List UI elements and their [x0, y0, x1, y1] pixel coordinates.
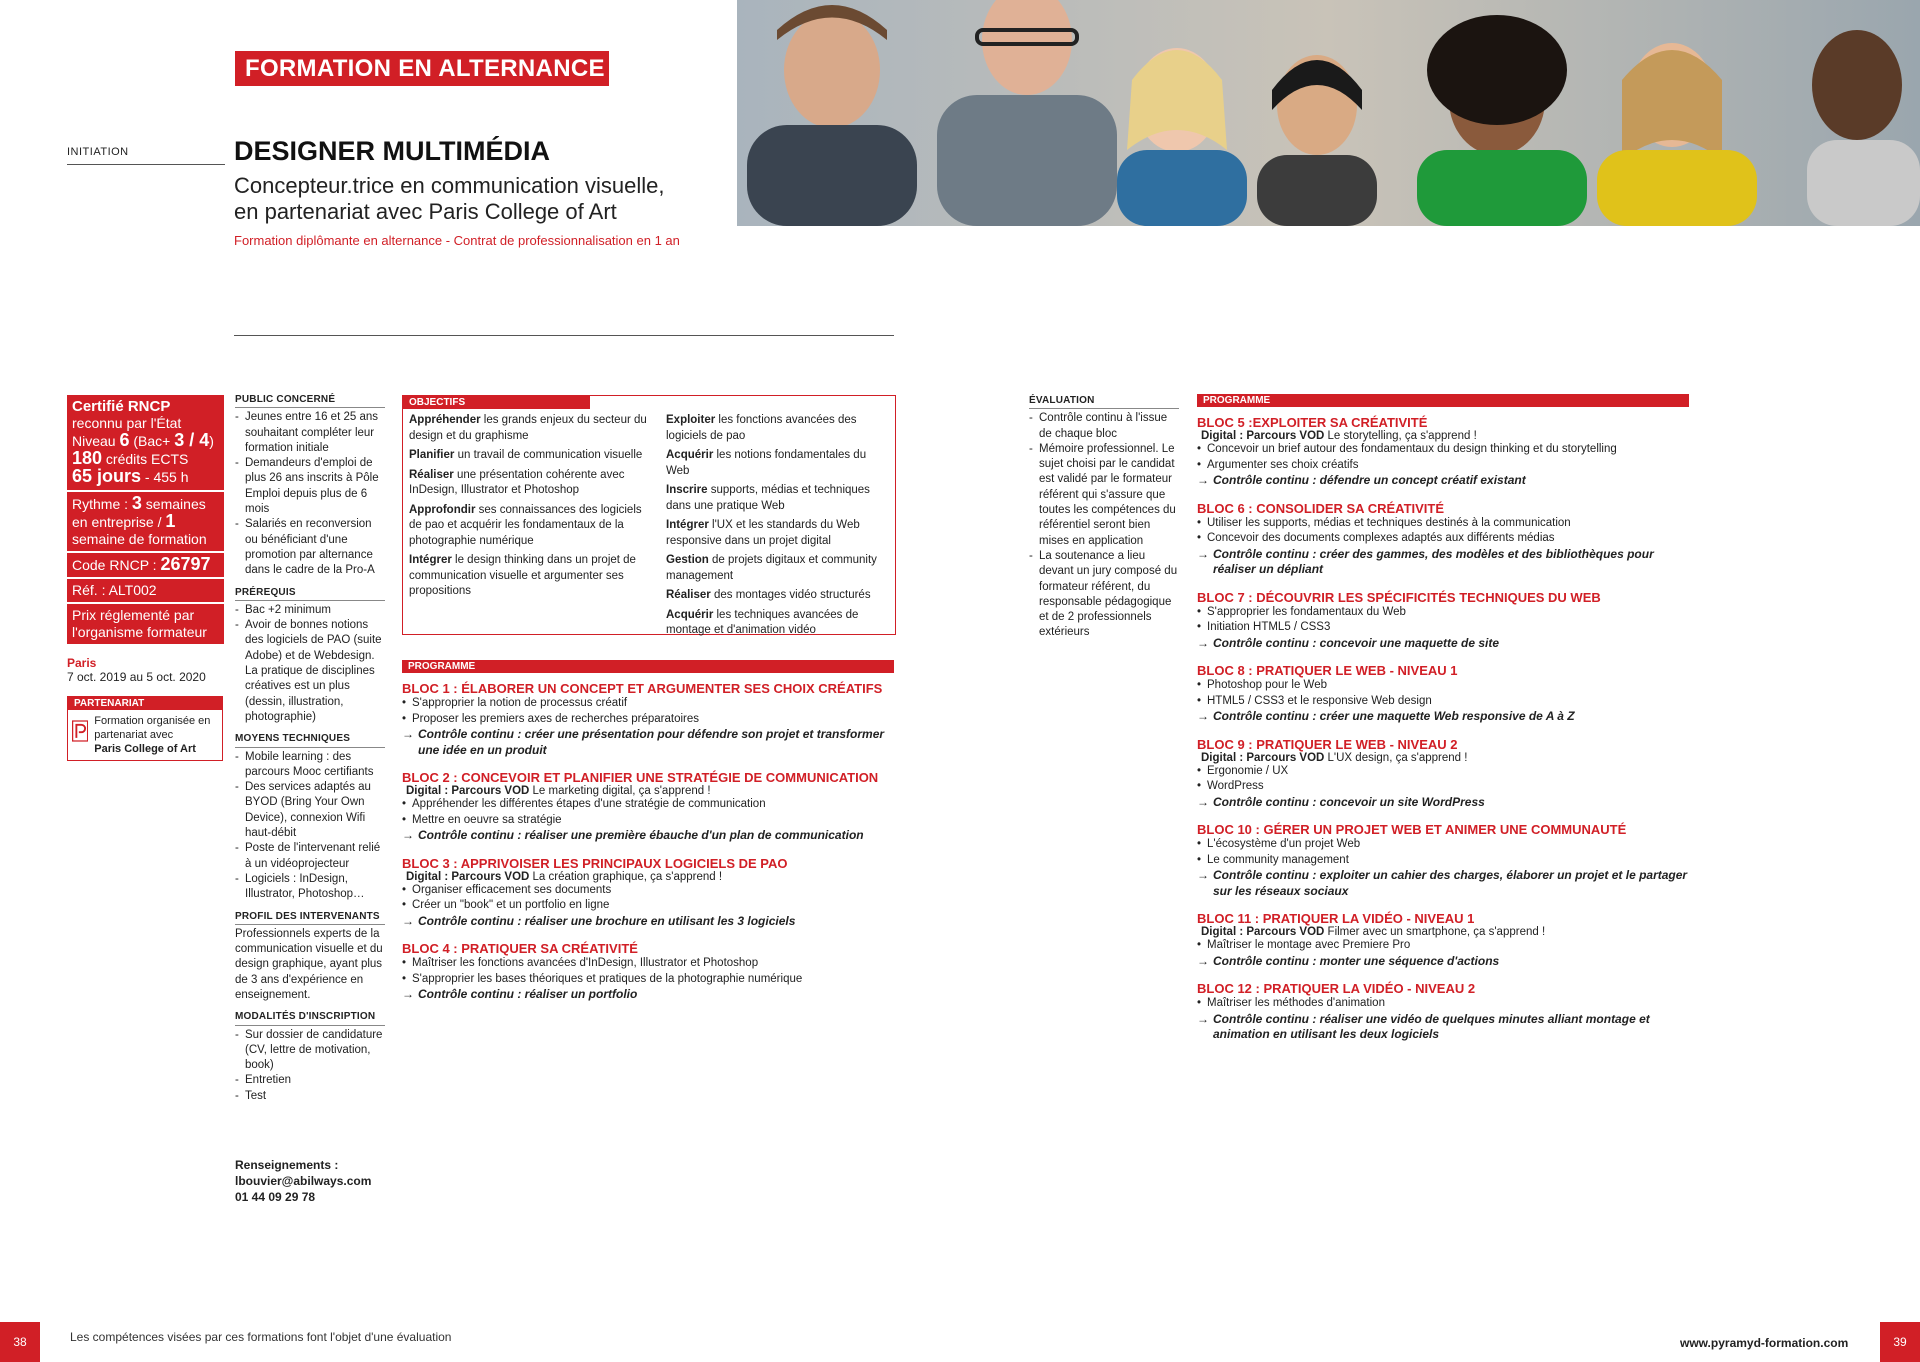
- bloc-controle: → Contrôle continu : concevoir une maquette de site: [1197, 636, 1689, 652]
- bloc-item: • Organiser efficacement ses documents: [402, 883, 894, 899]
- bloc-items: [1197, 996, 1689, 1012]
- bloc-items: [1197, 442, 1689, 473]
- obj-text: les techniques avancées de montage et d'animation vidéo: [666, 608, 859, 636]
- bloc-digital: [402, 785, 894, 797]
- bloc-digital: [1197, 430, 1689, 442]
- page-number-left: 38: [0, 1322, 40, 1362]
- public-item: - Jeunes entre 16 et 25 ans souhaitant compléter leur formation initiale: [235, 410, 385, 456]
- public-heading: PUBLIC CONCERNÉ: [235, 392, 385, 408]
- bloc-title: BLOC 10 : GÉRER UN PROJET WEB ET ANIMER UNE COMMUNAUTÉ: [1197, 822, 1627, 837]
- bloc-item: • S'approprier les fondamentaux du Web: [1197, 605, 1689, 621]
- objectifs-cols: [403, 409, 895, 647]
- bloc-items: [402, 956, 894, 987]
- digital-text: Le marketing digital, ça s'apprend !: [529, 785, 711, 797]
- public-item: - Demandeurs d'emploi de plus 26 ans inscrits à Pôle Emploi depuis plus de 6 mois: [235, 456, 385, 517]
- bloc-controle: → Contrôle continu : créer des gammes, des modèles et des bibliothèques pour réaliser un dépliant: [1197, 547, 1689, 578]
- digital-text: La création graphique, ça s'apprend !: [529, 870, 723, 883]
- bloc-items: [1197, 764, 1689, 795]
- obj-verb: Réaliser: [409, 468, 454, 481]
- page-title: DESIGNER MULTIMÉDIA: [234, 136, 550, 166]
- rythme-num: 3: [131, 493, 142, 513]
- bloc-item: • Maîtriser les fonctions avancées d'InDesign, Illustrator et Photoshop: [402, 956, 894, 972]
- bloc-title: BLOC 4 : PRATIQUER SA CRÉATIVITÉ: [402, 941, 638, 956]
- partner-text-wrap: [94, 714, 218, 756]
- bloc-item: • Concevoir des documents complexes adaptés aux différents médias: [1197, 531, 1689, 547]
- bloc-controle: → Contrôle continu : réaliser une vidéo de quelques minutes alliant montage et animation en utilisant les deux logiciels: [1197, 1012, 1689, 1043]
- bloc-items: [1197, 938, 1689, 954]
- bloc-item: • Le community management: [1197, 853, 1689, 869]
- modal-item: - Test: [235, 1089, 385, 1104]
- contact-phone[interactable]: 01 44 09 29 78: [235, 1190, 316, 1204]
- bloc-digital: [1197, 926, 1689, 938]
- obj-verb: Exploiter: [666, 414, 716, 426]
- rythme-end: semaine de formation: [72, 531, 207, 547]
- obj-text: l'UX et les standards du Web responsive dans un projet digital: [666, 519, 860, 547]
- bloc-item: • Ergonomie / UX: [1197, 764, 1689, 780]
- obj-text: des montages vidéo structurés: [710, 589, 871, 601]
- bloc-item: • WordPress: [1197, 779, 1689, 795]
- programme-bloc: [1197, 911, 1689, 969]
- obj-text: un travail de communication visuelle: [454, 449, 643, 461]
- rncp-sidebar: [67, 395, 224, 761]
- partner-label: PARTENARIAT: [68, 697, 222, 710]
- partner-name: Paris College of Art: [94, 743, 196, 755]
- programme-bloc: [402, 856, 894, 930]
- bloc-controle: → Contrôle continu : créer une présentation pour défendre son projet et transformer une idée en un produit: [402, 727, 894, 758]
- profil-text: Professionnels experts de la communication visuelle et du design graphique, ayant plus de 3 ans d'expérience en enseignement.: [235, 927, 383, 1001]
- objectifs-col-2: [666, 413, 886, 643]
- rncp-title: Certifié RNCP: [72, 398, 171, 415]
- tagline: Formation diplômante en alternance - Contrat de professionnalisation en 1 an: [234, 233, 680, 248]
- paris-college-logo-icon: [72, 714, 88, 748]
- rythme-num2: 1: [165, 511, 176, 531]
- partner-body: [68, 710, 222, 760]
- subtitle: [234, 173, 664, 225]
- digital-label: Digital : Parcours VOD: [1201, 926, 1325, 938]
- objectif-item: [409, 468, 654, 499]
- bloc-items: [1197, 678, 1689, 709]
- bloc-title: BLOC 8 : PRATIQUER LE WEB - NIVEAU 1: [1197, 663, 1458, 678]
- obj-text: ses connaissances des logiciels de pao et acquérir les fondamentaux de la photographie numérique: [409, 503, 642, 547]
- public-item: - Salariés en reconversion ou bénéficiant d'une promotion par alternance dans le cadre de la Pro-A: [235, 517, 385, 578]
- evaluation-heading: ÉVALUATION: [1029, 393, 1179, 409]
- niveau-num: 6: [119, 430, 130, 450]
- programme-bloc: [1197, 663, 1689, 725]
- digital-label: Digital : Parcours VOD: [1201, 430, 1325, 442]
- objectif-item: [409, 448, 654, 464]
- prereq-list: [235, 603, 385, 725]
- bloc-controle: → Contrôle continu : défendre un concept créatif existant: [1197, 473, 1689, 489]
- objectif-item: [666, 588, 886, 604]
- obj-text: de projets digitaux et community management: [666, 554, 877, 582]
- partner-box: [67, 696, 223, 761]
- section-label-rule: [67, 164, 225, 165]
- moyens-list: [235, 750, 385, 903]
- bloc-title: BLOC 1 : ÉLABORER UN CONCEPT ET ARGUMENTER SES CHOIX CRÉATIFS: [402, 681, 883, 696]
- obj-verb: Appréhender: [409, 414, 481, 426]
- moyens-item: - Des services adaptés au BYOD (Bring Your Own Device), connexion Wifi haut-débit: [235, 780, 385, 841]
- bloc-items: [402, 696, 894, 727]
- header-photo: [737, 0, 1920, 226]
- bloc-controle: → Contrôle continu : réaliser une brochure en utilisant les 3 logiciels: [402, 914, 894, 930]
- rncp-block: [67, 395, 224, 490]
- partner-text: Formation organisée en partenariat avec: [94, 715, 211, 741]
- jours-num: 65 jours: [72, 466, 142, 486]
- objectifs-heading: OBJECTIFS: [403, 396, 590, 409]
- obj-verb: Acquérir: [666, 608, 714, 621]
- code-rncp: [67, 553, 224, 577]
- obj-text: une présentation cohérente avec InDesign, Illustrator et Photoshop: [409, 468, 625, 496]
- bloc-item: • HTML5 / CSS3 et le responsive Web design: [1197, 694, 1689, 710]
- niveau-pre: Niveau: [72, 433, 120, 449]
- niveau-end: ): [209, 433, 214, 449]
- programme-left: [402, 660, 894, 1003]
- bloc-controle: → Contrôle continu : concevoir un site WordPress: [1197, 795, 1689, 811]
- section-label: INITIATION: [67, 146, 129, 158]
- objectif-item: [666, 413, 886, 444]
- bloc-item: • Maîtriser les méthodes d'animation: [1197, 996, 1689, 1012]
- bloc-item: • Initiation HTML5 / CSS3: [1197, 620, 1689, 636]
- evaluation-item: - Mémoire professionnel. Le sujet choisi par le candidat est validé par le formateur référent qui s'assure que toutes les compétences du référentiel seront bien mises en application: [1029, 442, 1179, 549]
- niveau-num2: 3 / 4: [174, 430, 210, 450]
- prereq-item: - Avoir de bonnes notions des logiciels de PAO (suite Adobe) et de Webdesign. La pratique de disciplines créatives est un plus (dessin, illustration, photographie): [235, 618, 385, 725]
- rythme-block: [67, 492, 224, 551]
- bloc-items: [1197, 837, 1689, 868]
- bloc-controle: → Contrôle continu : réaliser un portfolio: [402, 987, 894, 1003]
- prix-cell: Prix réglementé par l'organisme formateur: [67, 604, 224, 644]
- modal-heading: MODALITÉS D'INSCRIPTION: [235, 1009, 385, 1025]
- objectif-item: [666, 518, 886, 549]
- bloc-controle: → Contrôle continu : réaliser une première ébauche d'un plan de communication: [402, 828, 894, 844]
- blocs-right-list: [1197, 415, 1689, 1043]
- modal-item: - Sur dossier de candidature (CV, lettre de motivation, book): [235, 1028, 385, 1074]
- programme-bloc: [1197, 981, 1689, 1043]
- obj-verb: Approfondir: [409, 503, 476, 516]
- bloc-item: • Utiliser les supports, médias et techniques destinés à la communication: [1197, 516, 1689, 532]
- ects-label: crédits ECTS: [102, 451, 189, 467]
- contact-email[interactable]: lbouvier@abilways.com: [235, 1174, 372, 1188]
- page-number-right: 39: [1880, 1322, 1920, 1362]
- bloc-item: • Créer un "book" et un portfolio en ligne: [402, 898, 894, 914]
- bloc-item: • Maîtriser le montage avec Premiere Pro: [1197, 938, 1689, 954]
- title-rule: [234, 335, 894, 336]
- digital-label: Digital : Parcours VOD: [406, 785, 530, 797]
- bloc-title: BLOC 12 : PRATIQUER LA VIDÉO - NIVEAU 2: [1197, 981, 1476, 996]
- footer-note: Les compétences visées par ces formations font l'objet d'une évaluation: [70, 1330, 452, 1344]
- evaluation-item: - La soutenance a lieu devant un jury composé du formateur référent, du responsable pédagogique et de 2 professionnels extérieurs: [1029, 549, 1179, 641]
- programme-heading-right: PROGRAMME: [1197, 394, 1689, 407]
- bloc-title: BLOC 7 : DÉCOUVRIR LES SPÉCIFICITÉS TECHNIQUES DU WEB: [1197, 589, 1601, 605]
- blocs-left-list: [402, 681, 894, 1003]
- public-list: [235, 410, 385, 578]
- bloc-controle: → Contrôle continu : exploiter un cahier des charges, élaborer un projet et le partager sur les réseaux sociaux: [1197, 868, 1689, 899]
- bloc-controle: → Contrôle continu : monter une séquence d'actions: [1197, 954, 1689, 970]
- programme-bloc: [402, 681, 894, 758]
- obj-text: supports, médias et techniques dans une pratique Web: [666, 484, 870, 512]
- objectifs-box: [402, 395, 896, 635]
- bloc-item: • Proposer les premiers axes de recherches préparatoires: [402, 712, 894, 728]
- bloc-item: • S'approprier la notion de processus créatif: [402, 696, 894, 712]
- bloc-item: • Concevoir un brief autour des fondamentaux du design thinking et du storytelling: [1197, 442, 1689, 458]
- digital-label: Digital : Parcours VOD: [406, 870, 530, 883]
- objectif-item: [409, 503, 654, 550]
- digital-label: Digital : Parcours VOD: [1201, 751, 1325, 764]
- programme-bloc: [1197, 737, 1689, 811]
- bloc-items: [1197, 516, 1689, 547]
- objectif-item: [666, 553, 886, 584]
- rncp-line: reconnu par l'État: [72, 415, 182, 431]
- bloc-item: • Appréhender les différentes étapes d'une stratégie de communication: [402, 797, 894, 813]
- ref-cell: Réf. : ALT002: [67, 579, 224, 602]
- moyens-item: - Logiciels : InDesign, Illustrator, Photoshop…: [235, 872, 385, 903]
- bloc-digital: [1197, 752, 1689, 764]
- profil-heading: PROFIL DES INTERVENANTS: [235, 909, 385, 925]
- bloc-items: [402, 883, 894, 914]
- modal-list: [235, 1028, 385, 1104]
- moyens-item: - Mobile learning : des parcours Mooc certifiants: [235, 750, 385, 781]
- bloc-title: BLOC 5 :EXPLOITER SA CRÉATIVITÉ: [1197, 415, 1428, 430]
- objectif-item: [666, 483, 886, 514]
- prereq-item: - Bac +2 minimum: [235, 603, 385, 618]
- bloc-title: BLOC 11 : PRATIQUER LA VIDÉO - NIVEAU 1: [1197, 911, 1475, 926]
- subtitle-line-2: en partenariat avec Paris College of Art: [234, 199, 617, 224]
- dates: 7 oct. 2019 au 5 oct. 2020: [67, 670, 206, 684]
- obj-verb: Réaliser: [666, 589, 711, 601]
- programme-bloc: [1197, 590, 1689, 652]
- programme-right: [1197, 394, 1689, 1043]
- obj-text: les grands enjeux du secteur du design et du graphisme: [409, 414, 647, 442]
- obj-verb: Inscrire: [666, 484, 708, 496]
- digital-text: Filmer avec un smartphone, ça s'apprend !: [1324, 926, 1546, 938]
- obj-verb: Gestion: [666, 554, 709, 566]
- obj-verb: Planifier: [409, 449, 455, 461]
- obj-text: les fonctions avancées des logiciels de pao: [666, 414, 857, 442]
- modal-item: - Entretien: [235, 1073, 385, 1088]
- obj-verb: Intégrer: [409, 554, 452, 566]
- contact: [235, 1157, 371, 1205]
- jours: [72, 468, 219, 486]
- obj-text: le design thinking dans un projet de communication visuelle et argumenter ses propositions: [409, 554, 636, 597]
- ects-num: 180: [72, 448, 103, 468]
- bloc-items: [402, 797, 894, 828]
- bloc-item: • S'approprier les bases théoriques et pratiques de la photographie numérique: [402, 972, 894, 988]
- bloc-items: [1197, 605, 1689, 636]
- digital-text: Le storytelling, ça s'apprend !: [1324, 430, 1477, 442]
- objectif-item: [666, 608, 886, 639]
- bloc-item: • Argumenter ses choix créatifs: [1197, 458, 1689, 474]
- objectif-item: [409, 413, 654, 444]
- banner-text: FORMATION EN ALTERNANCE: [245, 55, 605, 82]
- bloc-title: BLOC 3 : APPRIVOISER LES PRINCIPAUX LOGICIELS DE PAO: [402, 855, 788, 871]
- niveau-post: (Bac+: [129, 433, 175, 449]
- bloc-controle: → Contrôle continu : créer une maquette Web responsive de A à Z: [1197, 709, 1689, 725]
- evaluation-list: [1029, 411, 1179, 640]
- bloc-title: BLOC 2 : CONCEVOIR ET PLANIFIER UNE STRATÉGIE DE COMMUNICATION: [402, 770, 879, 785]
- jours-post: - 455 h: [141, 469, 189, 485]
- programme-bloc: [1197, 415, 1689, 489]
- bloc-item: • L'écosystème d'un projet Web: [1197, 837, 1689, 853]
- info-column: [235, 392, 385, 1104]
- code-label: Code RNCP :: [72, 557, 161, 573]
- obj-verb: Acquérir: [666, 449, 714, 461]
- subtitle-line-1: Concepteur.trice en communication visuelle,: [234, 173, 665, 198]
- bloc-title: BLOC 6 : CONSOLIDER SA CRÉATIVITÉ: [1197, 500, 1445, 516]
- programme-bloc: [402, 770, 894, 844]
- programme-bloc: [1197, 822, 1689, 899]
- bloc-title: BLOC 9 : PRATIQUER LE WEB - NIVEAU 2: [1197, 736, 1458, 752]
- programme-bloc: [402, 941, 894, 1003]
- prereq-heading: PRÉREQUIS: [235, 585, 385, 601]
- contact-heading: Renseignements :: [235, 1158, 339, 1172]
- objectif-item: [666, 448, 886, 479]
- evaluation-item: - Contrôle continu à l'issue de chaque bloc: [1029, 411, 1179, 442]
- rythme-mid: semaines en entreprise /: [72, 496, 206, 530]
- city: Paris: [67, 656, 97, 670]
- people-photo-illustration: [737, 0, 1920, 226]
- programme-heading-left: PROGRAMME: [402, 660, 894, 673]
- bloc-item: • Mettre en oeuvre sa stratégie: [402, 813, 894, 829]
- bloc-item: • Photoshop pour le Web: [1197, 678, 1689, 694]
- formation-banner: [235, 51, 609, 86]
- programme-bloc: [1197, 501, 1689, 578]
- obj-text: les notions fondamentales du Web: [666, 449, 867, 477]
- objectif-item: [409, 553, 654, 600]
- moyens-heading: MOYENS TECHNIQUES: [235, 731, 385, 747]
- bloc-digital: [402, 871, 894, 883]
- footer-url[interactable]: www.pyramyd-formation.com: [1680, 1336, 1849, 1350]
- moyens-item: - Poste de l'intervenant relié à un vidéoprojecteur: [235, 841, 385, 872]
- digital-text: L'UX design, ça s'apprend !: [1324, 751, 1468, 764]
- rythme-pre: Rythme :: [72, 496, 132, 512]
- code-value: 26797: [160, 554, 211, 574]
- evaluation-column: [1029, 393, 1179, 641]
- objectifs-col-1: [409, 413, 666, 643]
- obj-verb: Intégrer: [666, 519, 709, 531]
